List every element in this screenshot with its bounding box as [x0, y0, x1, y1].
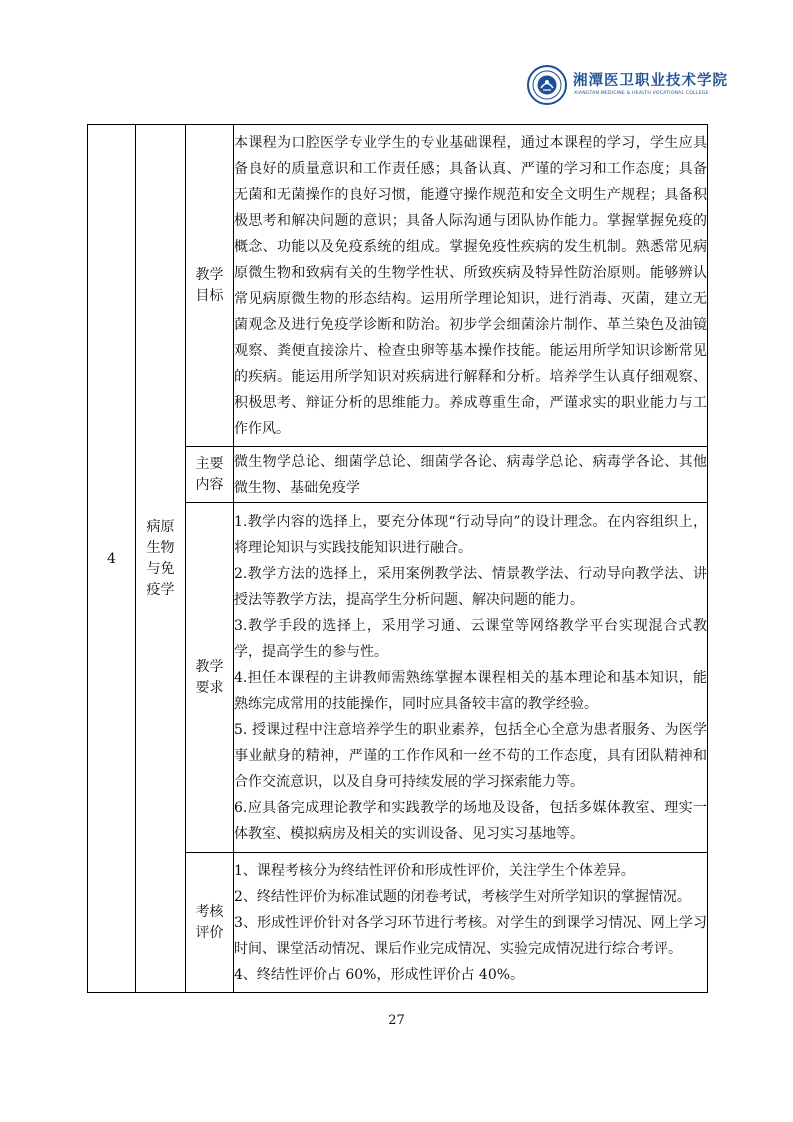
- course-name-line: 与免: [146, 560, 175, 577]
- course-name-line: 病原: [146, 518, 175, 535]
- row-goals: [88, 125, 708, 447]
- requirements-label: [186, 503, 234, 853]
- course-name-line: 疫学: [146, 581, 175, 598]
- requirements-label-line: 教学: [195, 658, 224, 675]
- assessment-text: [234, 853, 708, 993]
- course-name: [136, 125, 186, 993]
- content-label: [186, 447, 234, 503]
- content-text: 微生物学总论、细菌学总论、细菌学各论、病毒学总论、病毒学各论、其他微生物、基础免疫学: [234, 447, 708, 503]
- assessment-label: [186, 853, 234, 993]
- requirement-item: 3.教学手段的选择上，采用学习通、云课堂等网络教学平台实现混合式教学，提高学生的参与性。: [234, 617, 707, 660]
- college-english-name: XIANGTAN MEDICINE & HEALTH VOCATIONAL COLLEGE: [574, 91, 709, 96]
- goals-label: [186, 125, 234, 447]
- requirement-item: 5. 授课过程中注意培养学生的职业素养，包括全心全意为患者服务、为医学事业献身的精神，严谨的工作作风和一丝不苟的工作态度，具有团队精神和合作交流意识，以及自身可持续发展的学习探索能力等。: [234, 721, 707, 790]
- content-label-line: 内容: [195, 476, 224, 493]
- goals-label-line: 目标: [195, 287, 224, 304]
- requirement-item: 1.教学内容的选择上，要充分体现“行动导向”的设计理念。在内容组织上，将理论知识与实践技能知识进行融合。: [234, 513, 707, 556]
- assessment-label-line: 评价: [195, 924, 224, 941]
- course-name-line: 生物: [146, 539, 175, 556]
- requirements-text: [234, 503, 708, 853]
- content-label-line: 主要: [195, 455, 224, 472]
- goals-text: 本课程为口腔医学专业学生的专业基础课程，通过本课程的学习，学生应具备良好的质量意识和工作责任感；具备认真、严谨的学习和工作态度；具备无菌和无菌操作的良好习惯，能遵守操作规范和安全文明生产规程；具备积极思考和解决问题的意识；具备人际沟通与团队协作能力。掌握掌握免疫的概念、功能以及免疫系统的组成。掌握免疫性疾病的发生机制。熟悉常见病原微生物和致病有关的生物学性状、所致疾病及特异性防治原则。能够辨认常见病原微生物的形态结构。运用所学理论知识，进行消毒、灭菌，建立无菌观念及进行免疫学诊断和防治。初步学会细菌涂片制作、革兰染色及油镜观察、粪便直接涂片、检查虫卵等基本操作技能。能运用所学知识诊断常见的疾病。能运用所学知识对疾病进行解释和分析。培养学生认真仔细观察、积极思考、辩证分析的思维能力。养成尊重生命，严谨求实的职业能力与工作作风。: [234, 125, 708, 447]
- assessment-item: 1、课程考核分为终结性评价和形成性评价，关注学生个体差异。: [234, 862, 635, 879]
- college-logo: [527, 63, 727, 109]
- requirements-label-line: 要求: [195, 679, 224, 696]
- goals-label-line: 教学: [195, 266, 224, 283]
- course-number: 4: [88, 125, 136, 993]
- assessment-item: 3、形成性评价针对各学习环节进行考核。对学生的到课学习情况、网上学习时间、课堂活动情况、课后作业完成情况、实验完成情况进行综合考评。: [234, 914, 707, 957]
- college-emblem-icon: [527, 65, 567, 105]
- requirement-item: 4.担任本课程的主讲教师需熟练掌握本课程相关的基本理论和基本知识，能熟练完成常用的技能操作，同时应具备较丰富的教学经验。: [234, 669, 707, 712]
- requirement-item: 6.应具备完成理论教学和实践教学的场地及设备，包括多媒体教室、理实一体教室、模拟病房及相关的实训设备、见习实习基地等。: [234, 799, 707, 842]
- assessment-item: 4、终结性评价占 60%，形成性评价占 40%。: [234, 966, 525, 983]
- requirement-item: 2.教学方法的选择上，采用案例教学法、情景教学法、行动导向教学法、讲授法等教学方法，提高学生分析问题、解决问题的能力。: [234, 565, 707, 608]
- assessment-label-line: 考核: [195, 903, 224, 920]
- page-number: 27: [388, 1013, 405, 1028]
- assessment-item: 2、终结性评价为标准试题的闭卷考试，考核学生对所学知识的掌握情况。: [234, 888, 691, 905]
- course-table: [87, 124, 708, 993]
- college-name: 湘潭医卫职业技术学院: [573, 73, 728, 89]
